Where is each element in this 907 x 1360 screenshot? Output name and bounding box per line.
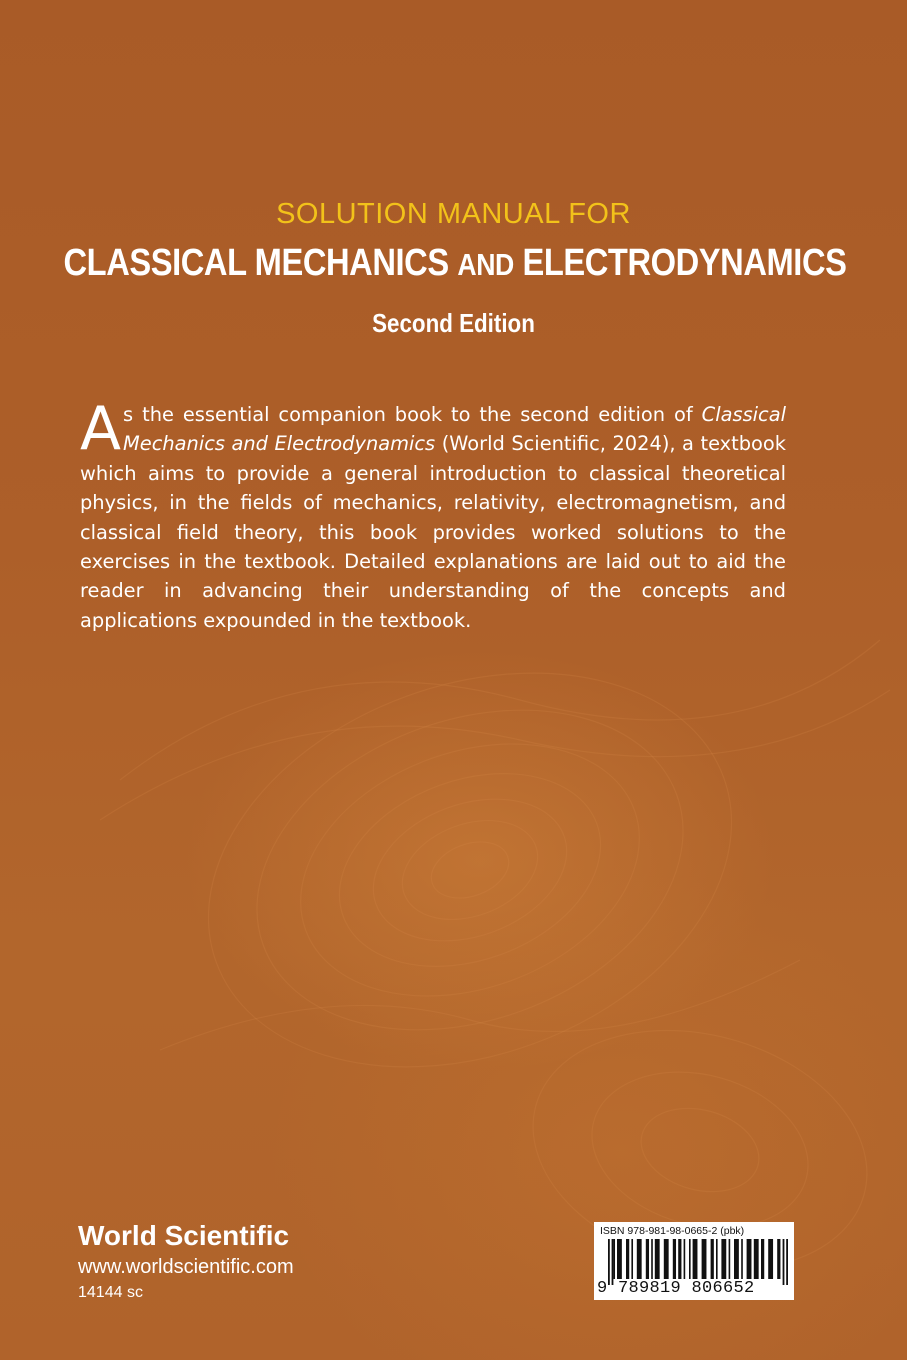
publisher-name: World Scientific (78, 1220, 290, 1251)
barcode-bar (768, 1239, 773, 1279)
barcode-bar (689, 1239, 691, 1279)
barcode-bar (702, 1239, 707, 1279)
barcode-bar (761, 1239, 764, 1279)
barcode-bar (777, 1239, 780, 1279)
barcode-box (594, 1222, 794, 1300)
barcode-bar (754, 1239, 759, 1279)
drop-cap: A (80, 394, 122, 464)
title-part-1: CLASSICAL MECHANICS (63, 242, 458, 284)
barcode-bar (613, 1239, 615, 1279)
pre-title: SOLUTION MANUAL FOR (276, 198, 631, 230)
barcode-bar (741, 1239, 743, 1279)
barcode-bar (631, 1239, 633, 1279)
barcode-bar (721, 1239, 726, 1279)
barcode-bar (664, 1239, 669, 1279)
blurb-text-2: (World Scientific, 2024), a textbook which aims to provide a general introduction to classical theoretical physics, in the fields of mechanics, relativity, electromagnetism, and classical field theory, this book provides worked solutions to the exercises in the textbook. Detailed explanations are laid out to aid the reader in advancing their understanding of the concepts and applications expounded in the textbook. (80, 432, 786, 632)
barcode-bar (651, 1239, 653, 1279)
blurb-italic-title: Classical Mechanics and Electrodynamics (123, 403, 786, 456)
isbn-label: ISBN 978-981-98-0665-2 (pbk) (600, 1225, 745, 1237)
barcode-bar (655, 1239, 660, 1279)
barcode-bar (747, 1239, 752, 1279)
title-and: AND (457, 247, 514, 282)
barcode-bar (617, 1239, 622, 1279)
barcode-bar (729, 1239, 731, 1279)
barcode-bar (711, 1239, 714, 1279)
book-title (63, 242, 847, 285)
barcode-bar (678, 1239, 681, 1279)
barcode-bar (637, 1239, 642, 1279)
publisher-website: www.worldscientific.com (78, 1256, 294, 1278)
barcode-bar (673, 1239, 676, 1279)
catalog-code: 14144 sc (78, 1284, 143, 1301)
blurb-paragraph (80, 394, 786, 635)
title-part-2: ELECTRODYNAMICS (513, 242, 847, 284)
barcode-digits: 9 789819 806652 (597, 1279, 755, 1298)
barcode-bar (684, 1239, 686, 1279)
barcode-bar (716, 1239, 718, 1279)
barcode-bar (734, 1239, 739, 1279)
barcode-bar (646, 1239, 649, 1279)
barcode-bar (693, 1239, 698, 1279)
barcode-bar (626, 1239, 629, 1279)
edition-label: Second Edition (372, 308, 535, 338)
blurb-text-1: s the essential companion book to the second edition of (123, 403, 702, 426)
